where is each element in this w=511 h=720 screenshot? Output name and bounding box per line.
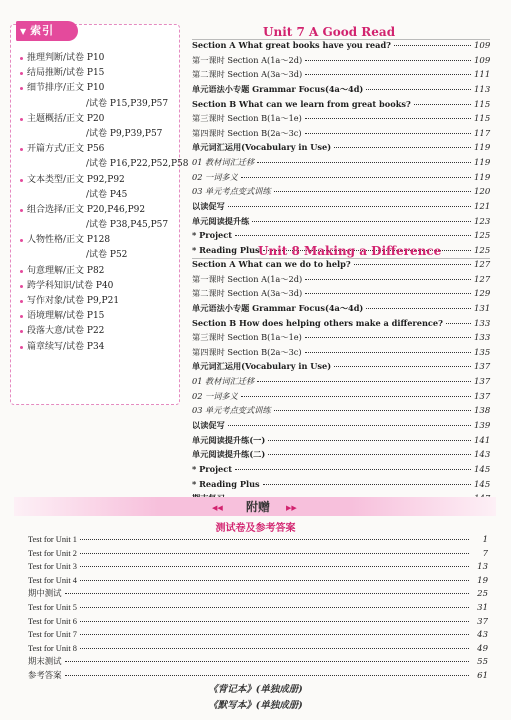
toc-entry-page: 137	[474, 391, 491, 402]
toc-entry-label: Section B How does helping others make a difference?	[192, 317, 443, 328]
toc-entry-label: Test for Unit 8	[28, 643, 77, 653]
toc-entry-page: 111	[474, 70, 491, 81]
toc-entry-page: 49	[477, 643, 488, 654]
dot-leader	[235, 460, 471, 470]
index-item: /试卷 P15,P39,P57	[86, 98, 169, 109]
index-list	[19, 51, 189, 355]
index-item: 语境理解/试卷 P15	[19, 309, 179, 324]
dot-leader	[305, 51, 471, 61]
toc-entry-label: 第一课时 Section A(1a～2d)	[192, 54, 303, 65]
toc-entry-page: 145	[474, 464, 491, 475]
toc-entry-page: 137	[474, 362, 491, 373]
toc-entry-label: Test for Unit 2	[28, 548, 77, 558]
index-item: 文本类型/正文 P92,P92	[19, 173, 179, 188]
toc-entry-label: 01 教材词汇迁移	[192, 157, 255, 168]
toc-entry-page: 115	[474, 114, 491, 125]
toc-entry-page: 7	[482, 548, 488, 559]
toc-entry-label: * Reading Plus	[192, 244, 260, 255]
toc-entry-page: 61	[477, 670, 488, 681]
toc-entry-label: Section A What great books have you read?	[192, 40, 391, 50]
bonus-right-arrows-icon: ▶▶	[286, 504, 297, 512]
toc-entry-page: 109	[474, 55, 491, 66]
toc-entry-label: Test for Unit 3	[28, 562, 77, 572]
toc-entry-label: * Project	[192, 463, 233, 474]
toc-entry-label: 03 单元考点变式训练	[192, 405, 271, 416]
toc-entry-label: 单元阅读提升练(二)	[192, 449, 266, 460]
toc-entry-label: 期末测试	[28, 657, 62, 667]
toc-entry-label: 02 一词多义	[192, 171, 238, 182]
dot-leader	[80, 612, 469, 622]
toc-entry-label: 单元阅读提升练	[192, 215, 250, 226]
toc-entry	[28, 668, 488, 682]
index-item: 开篇方式/正文 P56	[19, 142, 179, 157]
toc-entry-page: 119	[474, 143, 491, 154]
toc-entry-page: 13	[477, 562, 488, 573]
dot-leader	[305, 328, 471, 338]
toc-entry-page: 31	[477, 602, 488, 613]
dot-leader	[252, 212, 471, 222]
toc-entry-label: 第二课时 Section A(3a～3d)	[192, 288, 303, 299]
toc-entry-page: 138	[474, 406, 491, 417]
toc-entry-label: 单元语法小专题 Grammar Focus(4a～4d)	[192, 83, 364, 94]
dot-leader	[414, 95, 471, 105]
toc-entry-page: 121	[474, 202, 491, 213]
index-item: 结局推断/试卷 P15	[19, 66, 179, 81]
toc-entry-label: 第一课时 Section A(1a～2d)	[192, 273, 303, 284]
dot-leader	[80, 598, 469, 608]
toc-entry-label: * Project	[192, 230, 233, 241]
dot-leader	[446, 314, 471, 324]
toc-entry-label: * Reading Plus	[192, 478, 260, 489]
dot-leader	[305, 284, 471, 294]
dot-leader	[305, 270, 471, 280]
toc-entry-page: 125	[474, 231, 491, 242]
dot-leader	[263, 475, 471, 485]
toc-entry-page: 137	[474, 377, 491, 388]
toc-entry-label: Section A What can we do to help?	[192, 259, 351, 269]
toc-entry-page: 125	[474, 245, 491, 256]
dot-leader	[80, 530, 469, 540]
dot-leader	[274, 401, 471, 411]
toc-entry-label: Section B What can we learn from great books?	[192, 98, 411, 109]
toc-entry-page: 127	[474, 274, 491, 285]
toc-entry-page: 145	[474, 479, 491, 490]
footer-line-2: 《默写本》(单独成册)	[208, 700, 303, 711]
toc-entry-label: 单元词汇运用(Vocabulary in Use)	[192, 361, 332, 372]
toc-entry-label: 单元词汇运用(Vocabulary in Use)	[192, 142, 332, 153]
toc-entry-page: 133	[474, 318, 491, 329]
dot-leader	[394, 36, 471, 46]
toc-entry-page: 139	[474, 421, 491, 432]
toc-entry-page: 115	[474, 99, 491, 110]
unit8-title: Unit 8 Making a Difference	[258, 244, 442, 258]
toc-entry-label: 第四课时 Section B(2a～3c)	[192, 127, 302, 138]
toc-entry-page: 133	[474, 333, 491, 344]
dot-leader	[228, 197, 471, 207]
toc-entry-label: 02 一词多义	[192, 390, 238, 401]
dot-leader	[268, 445, 471, 455]
dot-leader	[305, 124, 471, 134]
dot-leader	[305, 109, 471, 119]
toc-entry-label: Test for Unit 6	[28, 616, 77, 626]
index-item: /试卷 P52	[86, 250, 128, 261]
bonus-label: 附赠	[245, 500, 270, 514]
index-item: 细节排序/正文 P10	[19, 81, 179, 96]
toc-entry-page: 1	[482, 535, 488, 545]
toc-entry-label: Test for Unit 4	[28, 575, 77, 585]
toc-entry-label: 第四课时 Section B(2a～3c)	[192, 346, 302, 357]
dot-leader	[305, 343, 471, 353]
index-item: 跨学科知识/试卷 P40	[19, 279, 179, 294]
index-item: 人物性格/正文 P128	[19, 233, 179, 248]
dot-leader	[354, 255, 471, 265]
unit7-title: Unit 7 A Good Read	[263, 25, 396, 39]
toc-entry-page: 143	[474, 450, 491, 461]
toc-entry-page: 109	[474, 41, 491, 51]
index-item: /试卷 P38,P45,P57	[86, 220, 169, 231]
unit8-entries	[192, 257, 490, 506]
dot-leader	[228, 416, 471, 426]
dot-leader	[80, 544, 469, 554]
toc-entry-page: 119	[474, 172, 491, 183]
toc-entry-label: 01 教材词汇迁移	[192, 376, 255, 387]
dot-leader	[366, 299, 471, 309]
toc-entry-page: 135	[474, 347, 491, 358]
index-item: 句意理解/正文 P82	[19, 264, 179, 279]
dot-leader	[235, 226, 471, 236]
toc-entry-page: 55	[477, 657, 488, 668]
toc-entry-label: Test for Unit 7	[28, 630, 77, 640]
toc-entry-page: 120	[474, 187, 491, 198]
index-item: 组合选择/正文 P20,P46,P92	[19, 203, 179, 218]
toc-entry-label: 期中测试	[28, 589, 62, 599]
toc-entry-label: 以读促写	[192, 420, 225, 431]
toc-entry-page: 131	[474, 303, 491, 314]
index-item: 主题概括/正文 P20	[19, 112, 179, 127]
index-panel	[10, 24, 189, 405]
index-item: 段落大意/试卷 P22	[19, 324, 179, 339]
dot-leader	[80, 639, 469, 649]
index-item: 篇章续写/试卷 P34	[19, 340, 179, 355]
toc-entry-page: 25	[477, 589, 488, 600]
index-item: 写作对象/试卷 P9,P21	[19, 294, 179, 309]
dot-leader	[274, 182, 471, 192]
toc-entry-label: 03 单元考点变式训练	[192, 186, 271, 197]
toc-entry-page: 119	[474, 158, 491, 169]
index-item: /试卷 P9,P39,P57	[86, 128, 163, 139]
toc-entry-label: Test for Unit 1	[28, 535, 77, 544]
bonus-subtitle: 测试卷及参考答案	[215, 523, 296, 534]
dot-leader	[65, 652, 470, 662]
dot-leader	[334, 357, 471, 367]
triangle-down-icon: ▼	[20, 27, 28, 36]
dot-leader	[241, 168, 471, 178]
dot-leader	[241, 387, 471, 397]
toc-entry-page: 43	[477, 630, 488, 641]
bonus-left-arrows-icon: ◀◀	[212, 504, 223, 512]
toc-entry-page: 113	[474, 84, 491, 95]
toc-entry-label: 参考答案	[28, 670, 62, 680]
toc-entry-label: Test for Unit 5	[28, 602, 77, 612]
dot-leader	[257, 372, 471, 382]
toc-entry-label: 第三课时 Section B(1a～1e)	[192, 332, 302, 343]
toc-entry-page: 19	[477, 575, 488, 586]
test-entries	[28, 532, 488, 682]
toc-entry-label: 单元阅读提升练(一)	[192, 434, 266, 445]
dot-leader	[257, 153, 471, 163]
toc-entry-label: 第二课时 Section A(3a～3d)	[192, 69, 303, 80]
dot-leader	[334, 138, 471, 148]
dot-leader	[80, 571, 469, 581]
toc-entry-label: 第三课时 Section B(1a～1e)	[192, 113, 302, 124]
dot-leader	[305, 65, 471, 75]
toc-entry-page: 117	[474, 128, 491, 139]
toc-entry-page: 123	[474, 216, 491, 227]
index-tab-label: 索引	[30, 24, 55, 37]
dot-leader	[80, 557, 469, 567]
toc-entry-page: 37	[477, 616, 488, 627]
dot-leader	[366, 80, 471, 90]
toc-entry-page: 127	[474, 260, 491, 270]
dot-leader	[268, 431, 471, 441]
index-item: 推理判断/试卷 P10	[19, 51, 179, 66]
dot-leader	[65, 666, 470, 676]
index-tab	[16, 21, 78, 41]
unit7-entries	[192, 38, 490, 258]
toc-entry-page: 141	[474, 435, 491, 446]
toc-entry-label: 以读促写	[192, 201, 225, 212]
index-item: /试卷 P45	[86, 189, 128, 200]
dot-leader	[80, 625, 469, 635]
dot-leader	[65, 584, 470, 594]
toc-entry-label: 单元语法小专题 Grammar Focus(4a～4d)	[192, 302, 364, 313]
footer-line-1: 《背记本》(单独成册)	[208, 684, 303, 695]
toc-entry-page: 129	[474, 289, 491, 300]
index-item: /试卷 P16,P22,P52,P58	[86, 159, 189, 170]
